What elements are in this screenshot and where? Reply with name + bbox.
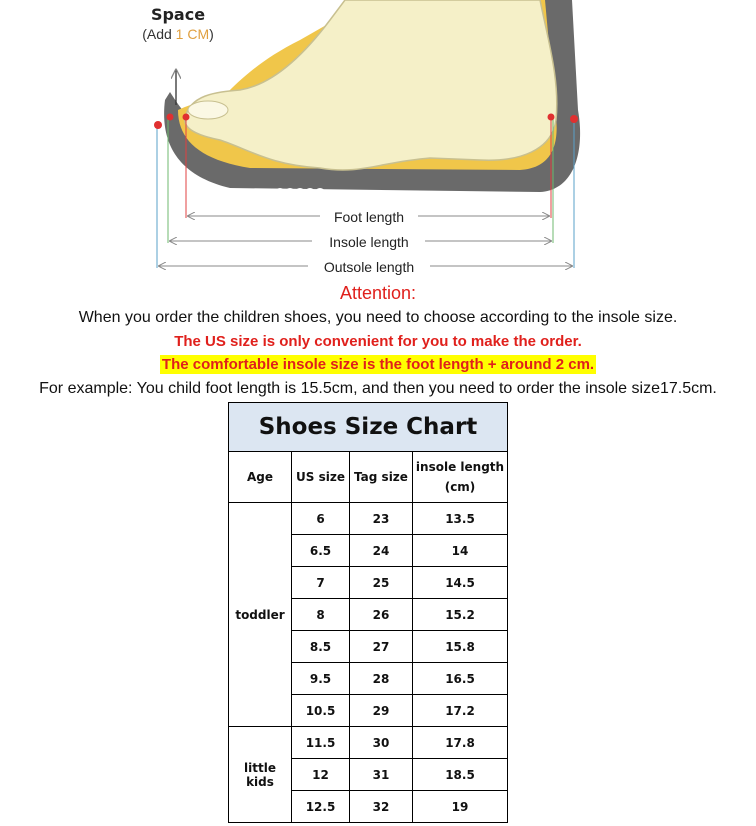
us-size-cell: 8.5 [292, 631, 350, 663]
us-size-cell: 6 [292, 503, 350, 535]
insole-length-cell: 17.2 [413, 695, 508, 727]
insole-length-cell: 18.5 [413, 759, 508, 791]
insole-length-cell: 17.8 [413, 727, 508, 759]
tag-size-cell: 24 [350, 535, 413, 567]
notice-insole-advice: When you order the children shoes, you need to choose according to the insole size. [78, 309, 678, 326]
us-size-cell: 6.5 [292, 535, 350, 567]
tag-size-cell: 26 [350, 599, 413, 631]
chart-title: Shoes Size Chart [229, 403, 508, 452]
measure-point [548, 114, 555, 121]
attention-heading: Attention: [339, 283, 417, 303]
us-size-cell: 12 [292, 759, 350, 791]
notice-example: For example: You child foot length is 15.5cm, and then you need to order the insole size17.5cm. [39, 380, 717, 397]
highlighted-text: The comfortable insole size is the foot length + around 2 cm. [161, 356, 595, 373]
age-group-cell: little kids [229, 727, 292, 823]
tag-size-cell: 27 [350, 631, 413, 663]
shoe-measurement-diagram [0, 0, 756, 285]
age-group-cell: toddler [229, 503, 292, 727]
notice-comfort-rule [0, 356, 756, 373]
space-label: Space [150, 5, 206, 24]
us-size-cell: 12.5 [292, 791, 350, 823]
insole-length-cell: 14.5 [413, 567, 508, 599]
measure-point [154, 121, 162, 129]
us-size-cell: 8 [292, 599, 350, 631]
tread-marks [275, 189, 325, 192]
tag-size-cell: 25 [350, 567, 413, 599]
measure-point [183, 114, 190, 121]
toe-shape [188, 101, 228, 119]
us-size-cell: 7 [292, 567, 350, 599]
insole-length-cell: 15.2 [413, 599, 508, 631]
us-size-cell: 9.5 [292, 663, 350, 695]
tag-size-cell: 31 [350, 759, 413, 791]
insole-length-cell: 16.5 [413, 663, 508, 695]
tag-size-header: Tag size [350, 452, 413, 503]
age-header: Age [229, 452, 292, 503]
measure-point [570, 115, 578, 123]
insole-length-cell: 15.8 [413, 631, 508, 663]
tag-size-cell: 29 [350, 695, 413, 727]
insole-length-cell: 14 [413, 535, 508, 567]
shoe-size-chart [228, 402, 508, 823]
us-size-header: US size [292, 452, 350, 503]
tag-size-cell: 28 [350, 663, 413, 695]
tag-size-cell: 32 [350, 791, 413, 823]
table-row [229, 727, 508, 759]
add-label: (Add 1 CM) [142, 26, 214, 42]
table-row [229, 503, 508, 535]
us-size-cell: 10.5 [292, 695, 350, 727]
tag-size-cell: 23 [350, 503, 413, 535]
tag-size-cell: 30 [350, 727, 413, 759]
us-size-cell: 11.5 [292, 727, 350, 759]
insole-length-header: insole length (cm) [413, 452, 508, 503]
foot-length-label: Foot length [333, 209, 405, 225]
insole-length-cell: 13.5 [413, 503, 508, 535]
outsole-length-label: Outsole length [323, 259, 415, 275]
insole-length-cell: 19 [413, 791, 508, 823]
notice-us-size: The US size is only convenient for you to make the order. [174, 333, 582, 350]
measure-point [167, 114, 174, 121]
insole-length-label: Insole length [329, 234, 409, 250]
